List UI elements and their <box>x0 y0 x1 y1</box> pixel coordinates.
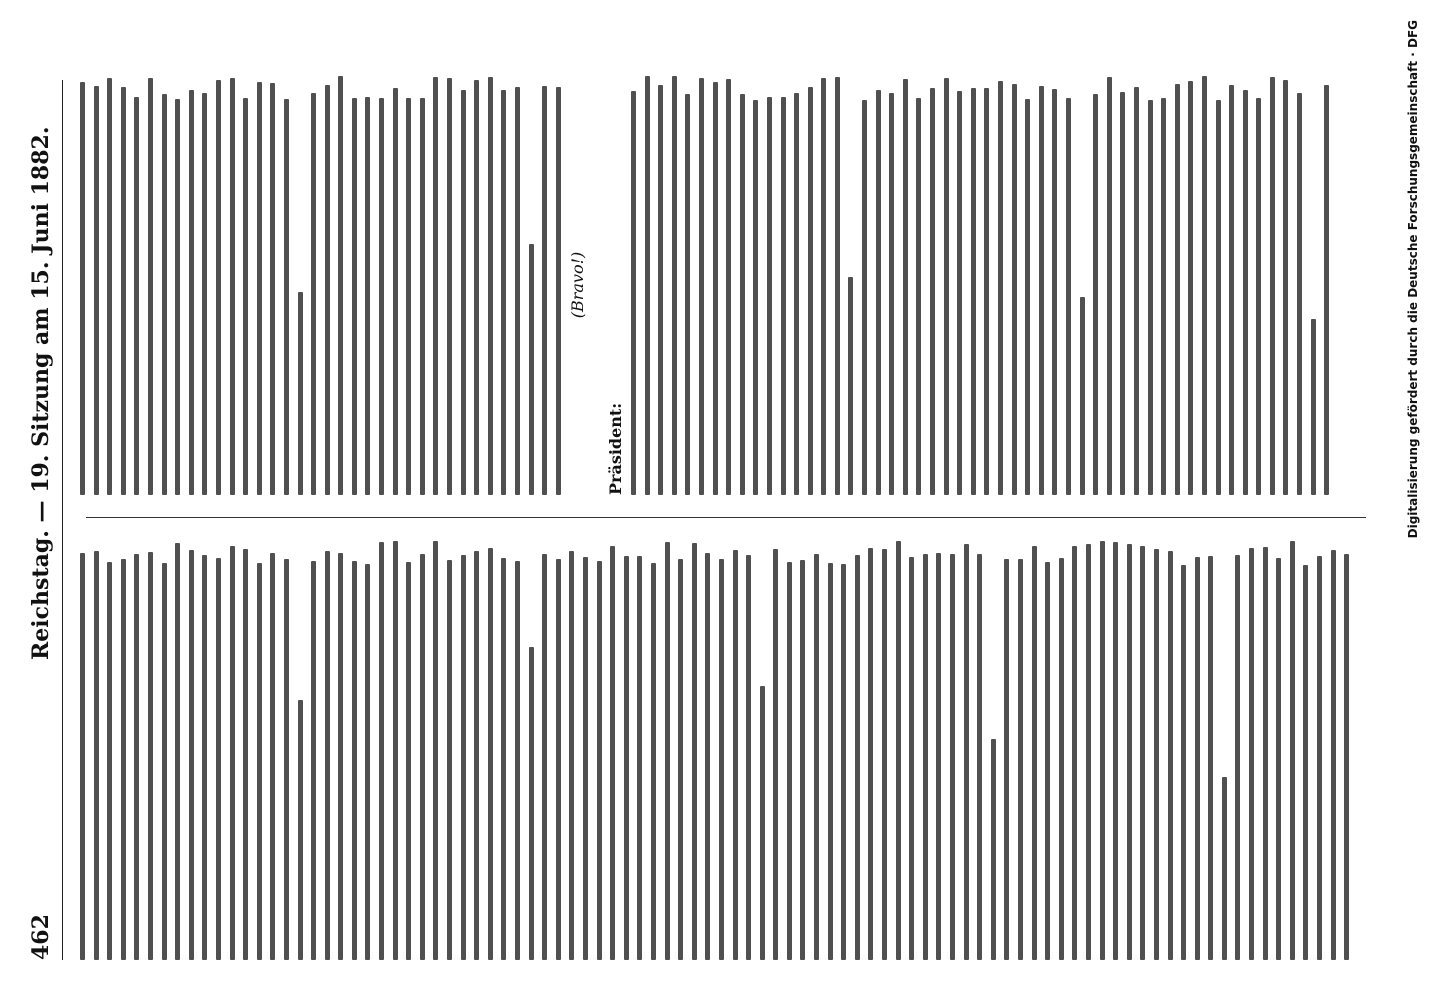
text-line <box>243 98 248 495</box>
text-line <box>1072 546 1077 960</box>
text-line <box>1113 542 1118 960</box>
text-line <box>488 77 493 495</box>
text-line <box>515 561 520 960</box>
text-line <box>311 561 316 960</box>
text-line <box>298 700 303 960</box>
text-line <box>515 87 520 495</box>
text-line <box>80 553 85 960</box>
text-line <box>1208 556 1213 960</box>
text-line <box>1148 100 1153 495</box>
text-line <box>794 93 799 495</box>
text-line <box>1229 85 1234 495</box>
text-line <box>542 86 547 495</box>
text-line <box>916 99 921 496</box>
text-line <box>257 82 262 495</box>
text-line <box>189 90 194 495</box>
text-line <box>1025 99 1030 495</box>
text-line <box>651 563 656 960</box>
text-line <box>740 94 745 495</box>
text-line <box>841 564 846 960</box>
text-line <box>1216 100 1221 495</box>
text-line <box>936 553 941 960</box>
page-number: 462 <box>28 914 54 960</box>
text-line <box>1311 319 1316 495</box>
text-line <box>930 88 935 495</box>
text-line <box>672 76 677 495</box>
text-line <box>216 80 221 495</box>
text-line <box>944 78 949 495</box>
text-line <box>1249 548 1254 960</box>
text-line <box>202 555 207 960</box>
text-line <box>903 79 908 495</box>
text-line <box>284 99 289 495</box>
text-line <box>94 86 99 495</box>
text-line <box>733 550 738 960</box>
text-line <box>1270 77 1275 495</box>
text-line <box>216 558 221 960</box>
text-line <box>787 562 792 960</box>
text-line <box>162 563 167 960</box>
text-line <box>529 647 534 960</box>
text-line <box>828 563 833 960</box>
text-line <box>658 85 663 495</box>
text-line <box>202 93 207 495</box>
text-line <box>631 91 636 495</box>
text-line <box>338 553 343 960</box>
text-line <box>1222 777 1227 960</box>
text-line <box>352 98 357 495</box>
text-line <box>678 559 683 960</box>
page-header <box>28 80 58 960</box>
text-line <box>705 553 710 960</box>
text-line <box>94 551 99 960</box>
text-line <box>800 560 805 960</box>
text-line <box>134 554 139 960</box>
text-line <box>1202 76 1207 495</box>
text-line <box>1161 98 1166 495</box>
digitization-credit: Digitalisierung gefördert durch die Deutsche Forschungsgemeinschaft · DFG <box>1406 20 1420 539</box>
text-line <box>1004 559 1009 960</box>
bravo-marker: (Bravo!) <box>568 251 588 319</box>
text-line <box>1140 546 1145 960</box>
text-line <box>365 97 370 495</box>
column-divider <box>86 517 1366 518</box>
text-line <box>1290 541 1295 960</box>
text-line <box>189 550 194 960</box>
speaker-marker: Präsident: <box>605 402 625 495</box>
text-line <box>726 79 731 495</box>
text-line <box>1283 80 1288 495</box>
text-line <box>876 90 881 495</box>
text-line <box>808 87 813 495</box>
text-line <box>148 552 153 960</box>
text-line <box>420 554 425 960</box>
text-line <box>1093 94 1098 495</box>
text-line <box>393 541 398 960</box>
text-line <box>257 563 262 960</box>
text-line <box>1107 77 1112 495</box>
text-line <box>230 78 235 495</box>
text-line <box>889 93 894 495</box>
text-line <box>433 541 438 960</box>
text-line <box>107 78 112 495</box>
text-line <box>501 90 506 495</box>
text-line <box>447 78 452 495</box>
text-line <box>1018 559 1023 960</box>
text-line <box>1134 87 1139 495</box>
text-line <box>719 559 724 960</box>
text-line <box>699 78 704 495</box>
text-line <box>1263 547 1268 960</box>
text-line <box>107 562 112 960</box>
text-line <box>338 76 343 495</box>
text-line <box>556 559 561 960</box>
text-line <box>121 559 126 960</box>
text-line <box>311 93 316 495</box>
text-line <box>637 556 642 960</box>
text-line <box>148 78 153 495</box>
text-line <box>1154 549 1159 960</box>
text-line <box>365 564 370 960</box>
text-line <box>1195 557 1200 960</box>
text-line <box>1276 558 1281 960</box>
text-line <box>1331 550 1336 960</box>
text-line <box>957 91 962 495</box>
text-line <box>713 82 718 495</box>
text-line <box>529 244 534 495</box>
text-line <box>447 560 452 960</box>
text-line <box>420 98 425 495</box>
text-line <box>1045 562 1050 960</box>
text-line <box>583 557 588 960</box>
text-line <box>998 81 1003 495</box>
text-line <box>773 549 778 960</box>
text-line <box>1256 98 1261 495</box>
text-line <box>692 543 697 960</box>
running-title: Reichstag. — 19. Sitzung am 15. Juni 1882. <box>28 126 54 660</box>
text-line <box>1181 565 1186 960</box>
text-line <box>665 542 670 960</box>
text-line <box>1317 556 1322 960</box>
text-line <box>645 76 650 495</box>
text-line <box>1086 544 1091 960</box>
text-line <box>393 88 398 495</box>
text-line <box>406 562 411 960</box>
text-line <box>624 556 629 960</box>
text-line <box>542 554 547 960</box>
text-line <box>1080 297 1085 495</box>
text-line <box>501 558 506 960</box>
text-line <box>1168 551 1173 960</box>
text-line <box>685 94 690 495</box>
text-line <box>243 549 248 960</box>
text-line <box>1066 98 1071 495</box>
text-line <box>848 277 853 495</box>
text-line <box>862 100 867 495</box>
text-line <box>230 546 235 960</box>
text-line <box>433 77 438 495</box>
text-line <box>1344 554 1349 960</box>
text-line <box>1297 93 1302 495</box>
text-line <box>1012 84 1017 495</box>
text-line <box>971 88 976 495</box>
text-line <box>950 554 955 960</box>
text-line <box>569 551 574 960</box>
text-line <box>162 94 167 495</box>
text-line <box>461 90 466 495</box>
text-line <box>909 557 914 960</box>
text-line <box>80 82 85 495</box>
text-line <box>1032 546 1037 960</box>
text-line <box>406 98 411 495</box>
text-line <box>821 78 826 495</box>
text-line <box>1243 90 1248 495</box>
text-line <box>379 98 384 495</box>
text-line <box>753 100 758 495</box>
left-text-column <box>80 540 1370 960</box>
text-line <box>597 561 602 960</box>
text-line <box>1175 84 1180 495</box>
text-line <box>270 83 275 495</box>
text-line <box>488 548 493 960</box>
text-line <box>964 544 969 960</box>
text-line <box>1324 85 1329 495</box>
text-line <box>474 81 479 496</box>
text-line <box>461 555 466 960</box>
text-line <box>984 88 989 495</box>
text-line <box>1127 544 1132 960</box>
text-line <box>379 542 384 960</box>
text-line <box>1188 81 1193 495</box>
text-line <box>121 87 126 495</box>
text-line <box>868 548 873 960</box>
text-line <box>767 97 772 495</box>
text-line <box>814 554 819 960</box>
text-line <box>1303 565 1308 960</box>
text-line <box>781 97 786 495</box>
text-line <box>284 559 289 960</box>
text-line <box>556 87 561 495</box>
text-line <box>977 554 982 960</box>
text-line <box>325 85 330 495</box>
text-line <box>1120 92 1125 495</box>
text-line <box>923 554 928 960</box>
text-line <box>896 541 901 960</box>
text-line <box>991 739 996 960</box>
text-line <box>855 555 860 960</box>
text-line <box>760 686 765 960</box>
text-line <box>134 97 139 495</box>
right-text-column <box>80 75 1370 495</box>
text-line <box>298 292 303 495</box>
text-line <box>610 546 615 960</box>
text-line <box>474 551 479 960</box>
text-line <box>1100 541 1105 960</box>
text-line <box>270 553 275 960</box>
text-line <box>1235 555 1240 960</box>
text-line <box>352 561 357 960</box>
text-line <box>1039 86 1044 495</box>
text-line <box>835 77 840 495</box>
text-line <box>175 543 180 960</box>
text-line <box>1052 89 1057 495</box>
text-line <box>746 555 751 960</box>
header-rule <box>62 80 63 960</box>
text-line <box>175 99 180 495</box>
text-line <box>882 549 887 960</box>
text-line <box>325 551 330 960</box>
text-line <box>1059 558 1064 960</box>
